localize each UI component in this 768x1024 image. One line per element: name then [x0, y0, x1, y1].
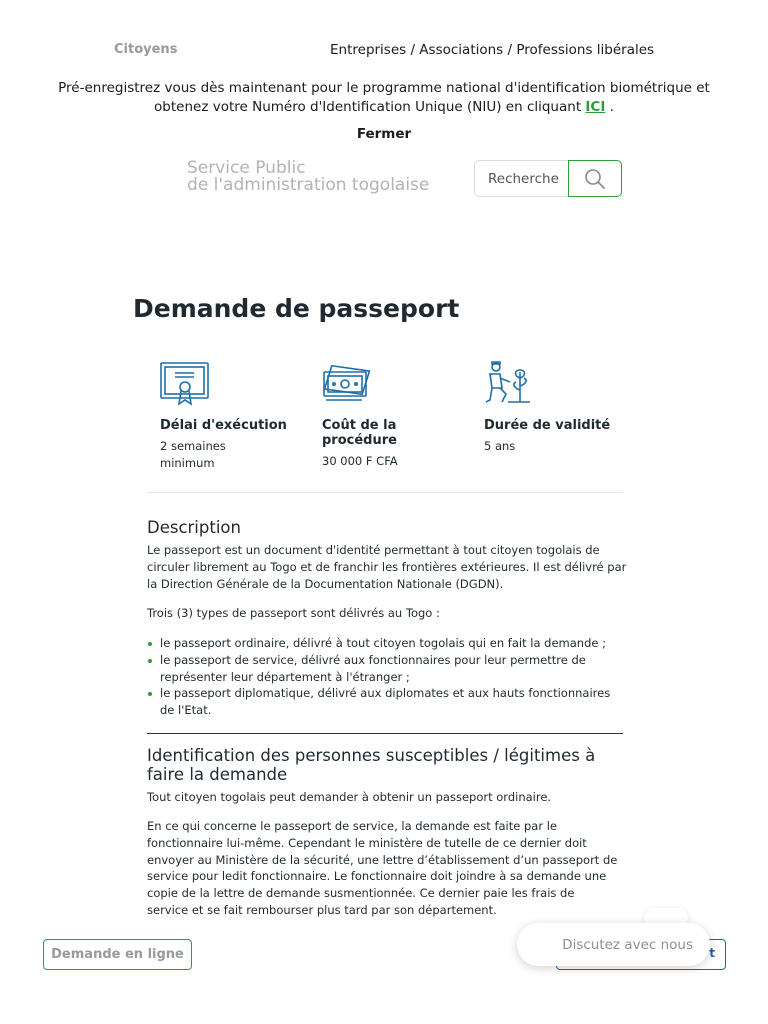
certificate-icon [160, 360, 210, 408]
banner-link-ici[interactable]: ICI [585, 99, 606, 115]
nav-citoyens[interactable]: Citoyens [114, 42, 178, 57]
search-input[interactable] [474, 160, 568, 197]
banner-text: Pré-enregistrez vous dès maintenant pour le programme national d'identification biométrique et obtenez votre Numéro d'Identification Unique (NIU) en cliquant [58, 80, 710, 115]
identification-heading: Identification des personnes susceptibles / légitimes à faire la demande [147, 746, 596, 784]
description-paragraph-1: Le passeport est un document d'identité permettant à tout citoyen togolais de circuler librement au Togo et de franchir les frontières extérieures. Il est délivré par la Direction Générale de la Documentation Nationale (DGDN). [147, 543, 627, 591]
description-heading: Description [147, 518, 241, 537]
banner-close-button[interactable] [0, 126, 768, 142]
stat-value-delai: 2 semaines minimum [160, 439, 226, 470]
stat-value-duree: 5 ans [484, 439, 516, 453]
nav-entreprises[interactable]: Entreprises / Associations / Professions libérales [330, 42, 655, 58]
stat-label-duree: Durée de validité [484, 418, 611, 433]
gardener-icon [484, 360, 534, 408]
description-paragraph-2: Trois (3) types de passeport sont délivrés au Togo : [147, 606, 440, 620]
identification-paragraph-2: En ce qui concerne le passeport de service, la demande est faite par le fonctionnaire lui-même. Cependant le ministère de tutelle de ce dernier doit envoyer au Ministère de la sécurité, une lettre d’établissement d’un passeport de service pour ledit fonctionnaire. Le fonctionnaire doit joindre à sa demande une copie de la lettre de demande susmentionnée. Ce dernier paie les frais de service et se fait rembourser plus tard par son département. [147, 819, 618, 917]
online-request-button[interactable] [43, 939, 192, 970]
search-icon [584, 168, 606, 190]
search-bar [474, 160, 622, 197]
stat-label-delai: Délai d'exécution [160, 418, 287, 433]
list-item: le passeport diplomatique, délivré aux diplomates et aux hauts fonctionnaires de l'Etat. [147, 685, 627, 719]
banner-close-label[interactable]: Fermer [356, 126, 412, 142]
banner-text-end: . [605, 99, 614, 115]
money-icon [322, 360, 372, 408]
logo-line-2: de l'administration togolaise [187, 175, 430, 195]
passport-types-list [147, 635, 627, 719]
list-item: le passeport de service, délivré aux fonctionnaires pour leur permettre de représenter leur département à l'étranger ; [147, 652, 627, 686]
chat-label: Discutez avec nous [562, 936, 693, 953]
chat-widget-button[interactable] [517, 923, 710, 966]
page-title: Demande de passeport [133, 294, 460, 323]
stat-value-cout: 30 000 F CFA [322, 454, 398, 468]
site-logo[interactable] [187, 160, 429, 194]
identification-paragraph-1: Tout citoyen togolais peut demander à obtenir un passeport ordinaire. [147, 790, 552, 804]
section-divider [147, 733, 623, 734]
logo-line-1: Service Public [187, 158, 306, 178]
stat-label-cout: Coût de la procédure [322, 418, 397, 448]
online-request-label: Demande en ligne [51, 947, 184, 962]
list-item: le passeport ordinaire, délivré à tout citoyen togolais qui en fait la demande ; [147, 635, 627, 652]
stats-divider [147, 492, 623, 493]
search-button[interactable] [568, 160, 622, 197]
secondary-action-label: t [709, 946, 715, 960]
niu-banner [40, 79, 728, 117]
